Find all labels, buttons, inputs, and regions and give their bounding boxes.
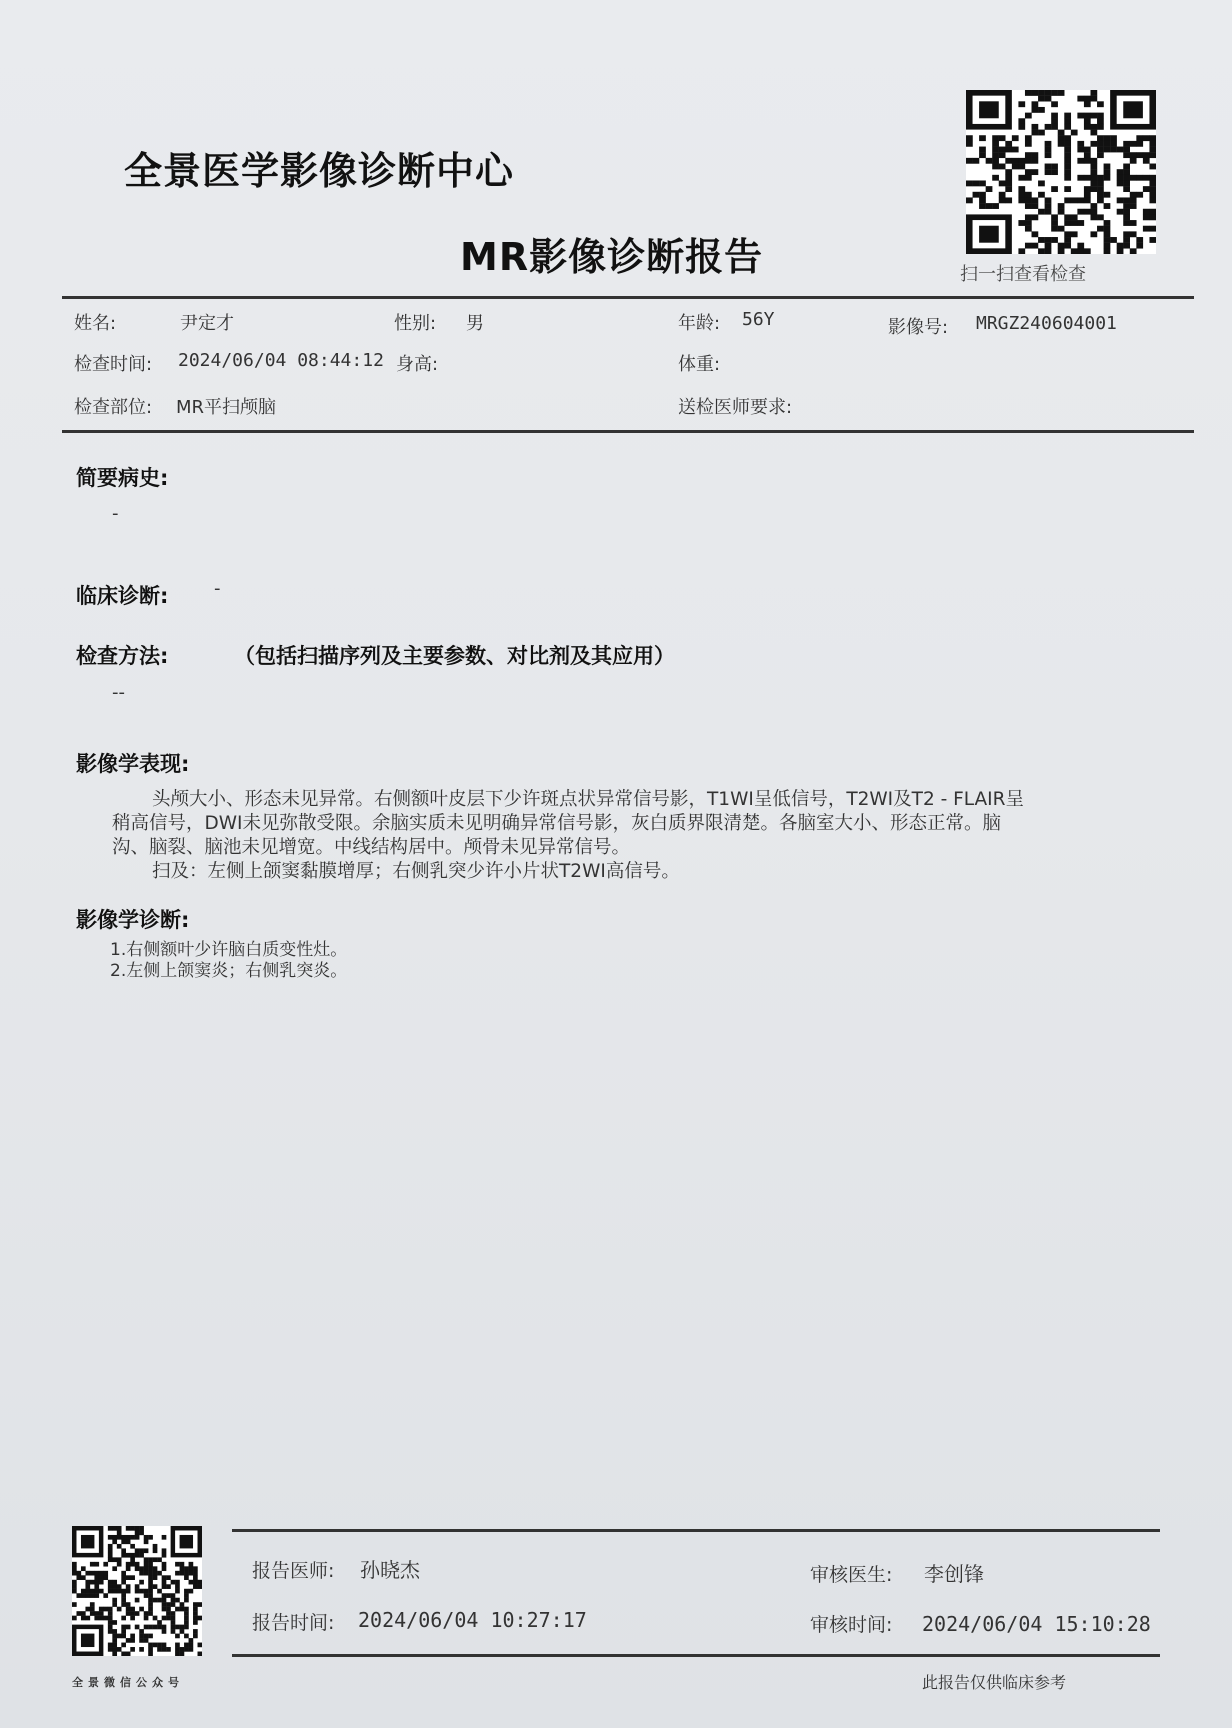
- qr-caption: 扫一扫查看检查: [960, 264, 1086, 285]
- info-bottom-rule: [62, 430, 1194, 433]
- reporter-name: 孙晓杰: [360, 1558, 420, 1582]
- wechat-caption: 全景微信公众号: [72, 1676, 184, 1689]
- report-time-label: 报告时间:: [252, 1612, 335, 1634]
- qr-code-icon: [966, 90, 1156, 254]
- exam-site: MR平扫颅脑: [176, 397, 277, 418]
- report-title: MR影像诊断报告: [460, 235, 764, 279]
- findings-line: 沟、脑裂、脑池未见增宽。中线结构居中。颅骨未见异常信号。: [112, 837, 631, 858]
- weight-label: 体重:: [678, 354, 721, 375]
- patient-name: 尹定才: [180, 313, 234, 334]
- reviewer-name: 李创锋: [924, 1562, 984, 1586]
- method-title: 检查方法:: [76, 644, 169, 668]
- height-label: 身高:: [396, 354, 439, 375]
- exam-time: 2024/06/04 08:44:12: [178, 350, 384, 371]
- exam-site-label: 检查部位:: [74, 397, 153, 418]
- method-note: （包括扫描序列及主要参数、对比剂及其应用）: [234, 644, 675, 668]
- patient-age: 56Y: [742, 309, 775, 330]
- center-name: 全景医学影像诊断中心: [124, 149, 515, 193]
- image-no: MRGZ240604001: [976, 313, 1117, 334]
- disclaimer: 此报告仅供临床参考: [922, 1673, 1067, 1692]
- diagnosis-item: 1.右侧额叶少许脑白质变性灶。: [110, 940, 348, 960]
- findings-line: 稍高信号，DWI未见弥散受限。余脑实质未见明确异常信号影，灰白质界限清楚。各脑室大小、形态正常。脑: [112, 813, 1001, 834]
- diagnosis-item: 2.左侧上颌窦炎；右侧乳突炎。: [110, 961, 348, 981]
- patient-sex: 男: [466, 313, 484, 334]
- findings-line: 头颅大小、形态未见异常。右侧额叶皮层下少许斑点状异常信号影，T1WI呈低信号，T2WI及T2 - FLAIR呈: [152, 789, 1024, 810]
- info-top-rule: [62, 296, 1194, 299]
- name-label: 姓名:: [74, 313, 117, 334]
- review-time-label: 审核时间:: [810, 1614, 893, 1636]
- age-label: 年龄:: [678, 313, 721, 334]
- diagnosis-title: 影像学诊断:: [76, 908, 190, 932]
- reviewer-label: 审核医生:: [810, 1564, 893, 1586]
- request-label: 送检医师要求:: [678, 397, 793, 418]
- history-value: -: [112, 503, 119, 524]
- history-title: 简要病史:: [76, 466, 169, 490]
- findings-line: 扫及：左侧上颌窦黏膜增厚；右侧乳突少许小片状T2WI高信号。: [152, 861, 680, 882]
- method-value: --: [112, 682, 125, 703]
- sex-label: 性别:: [394, 313, 437, 334]
- review-time: 2024/06/04 15:10:28: [922, 1612, 1151, 1636]
- wechat-qr-code-icon: [72, 1526, 202, 1656]
- reporter-label: 报告医师:: [252, 1560, 335, 1582]
- report-time: 2024/06/04 10:27:17: [358, 1608, 587, 1632]
- image-no-label: 影像号:: [888, 317, 949, 338]
- clinical-dx-value: -: [214, 578, 221, 599]
- footer-top-rule: [232, 1529, 1160, 1532]
- findings-title: 影像学表现:: [76, 752, 190, 776]
- footer-bottom-rule: [232, 1654, 1160, 1657]
- exam-time-label: 检查时间:: [74, 354, 153, 375]
- clinical-dx-title: 临床诊断:: [76, 584, 169, 608]
